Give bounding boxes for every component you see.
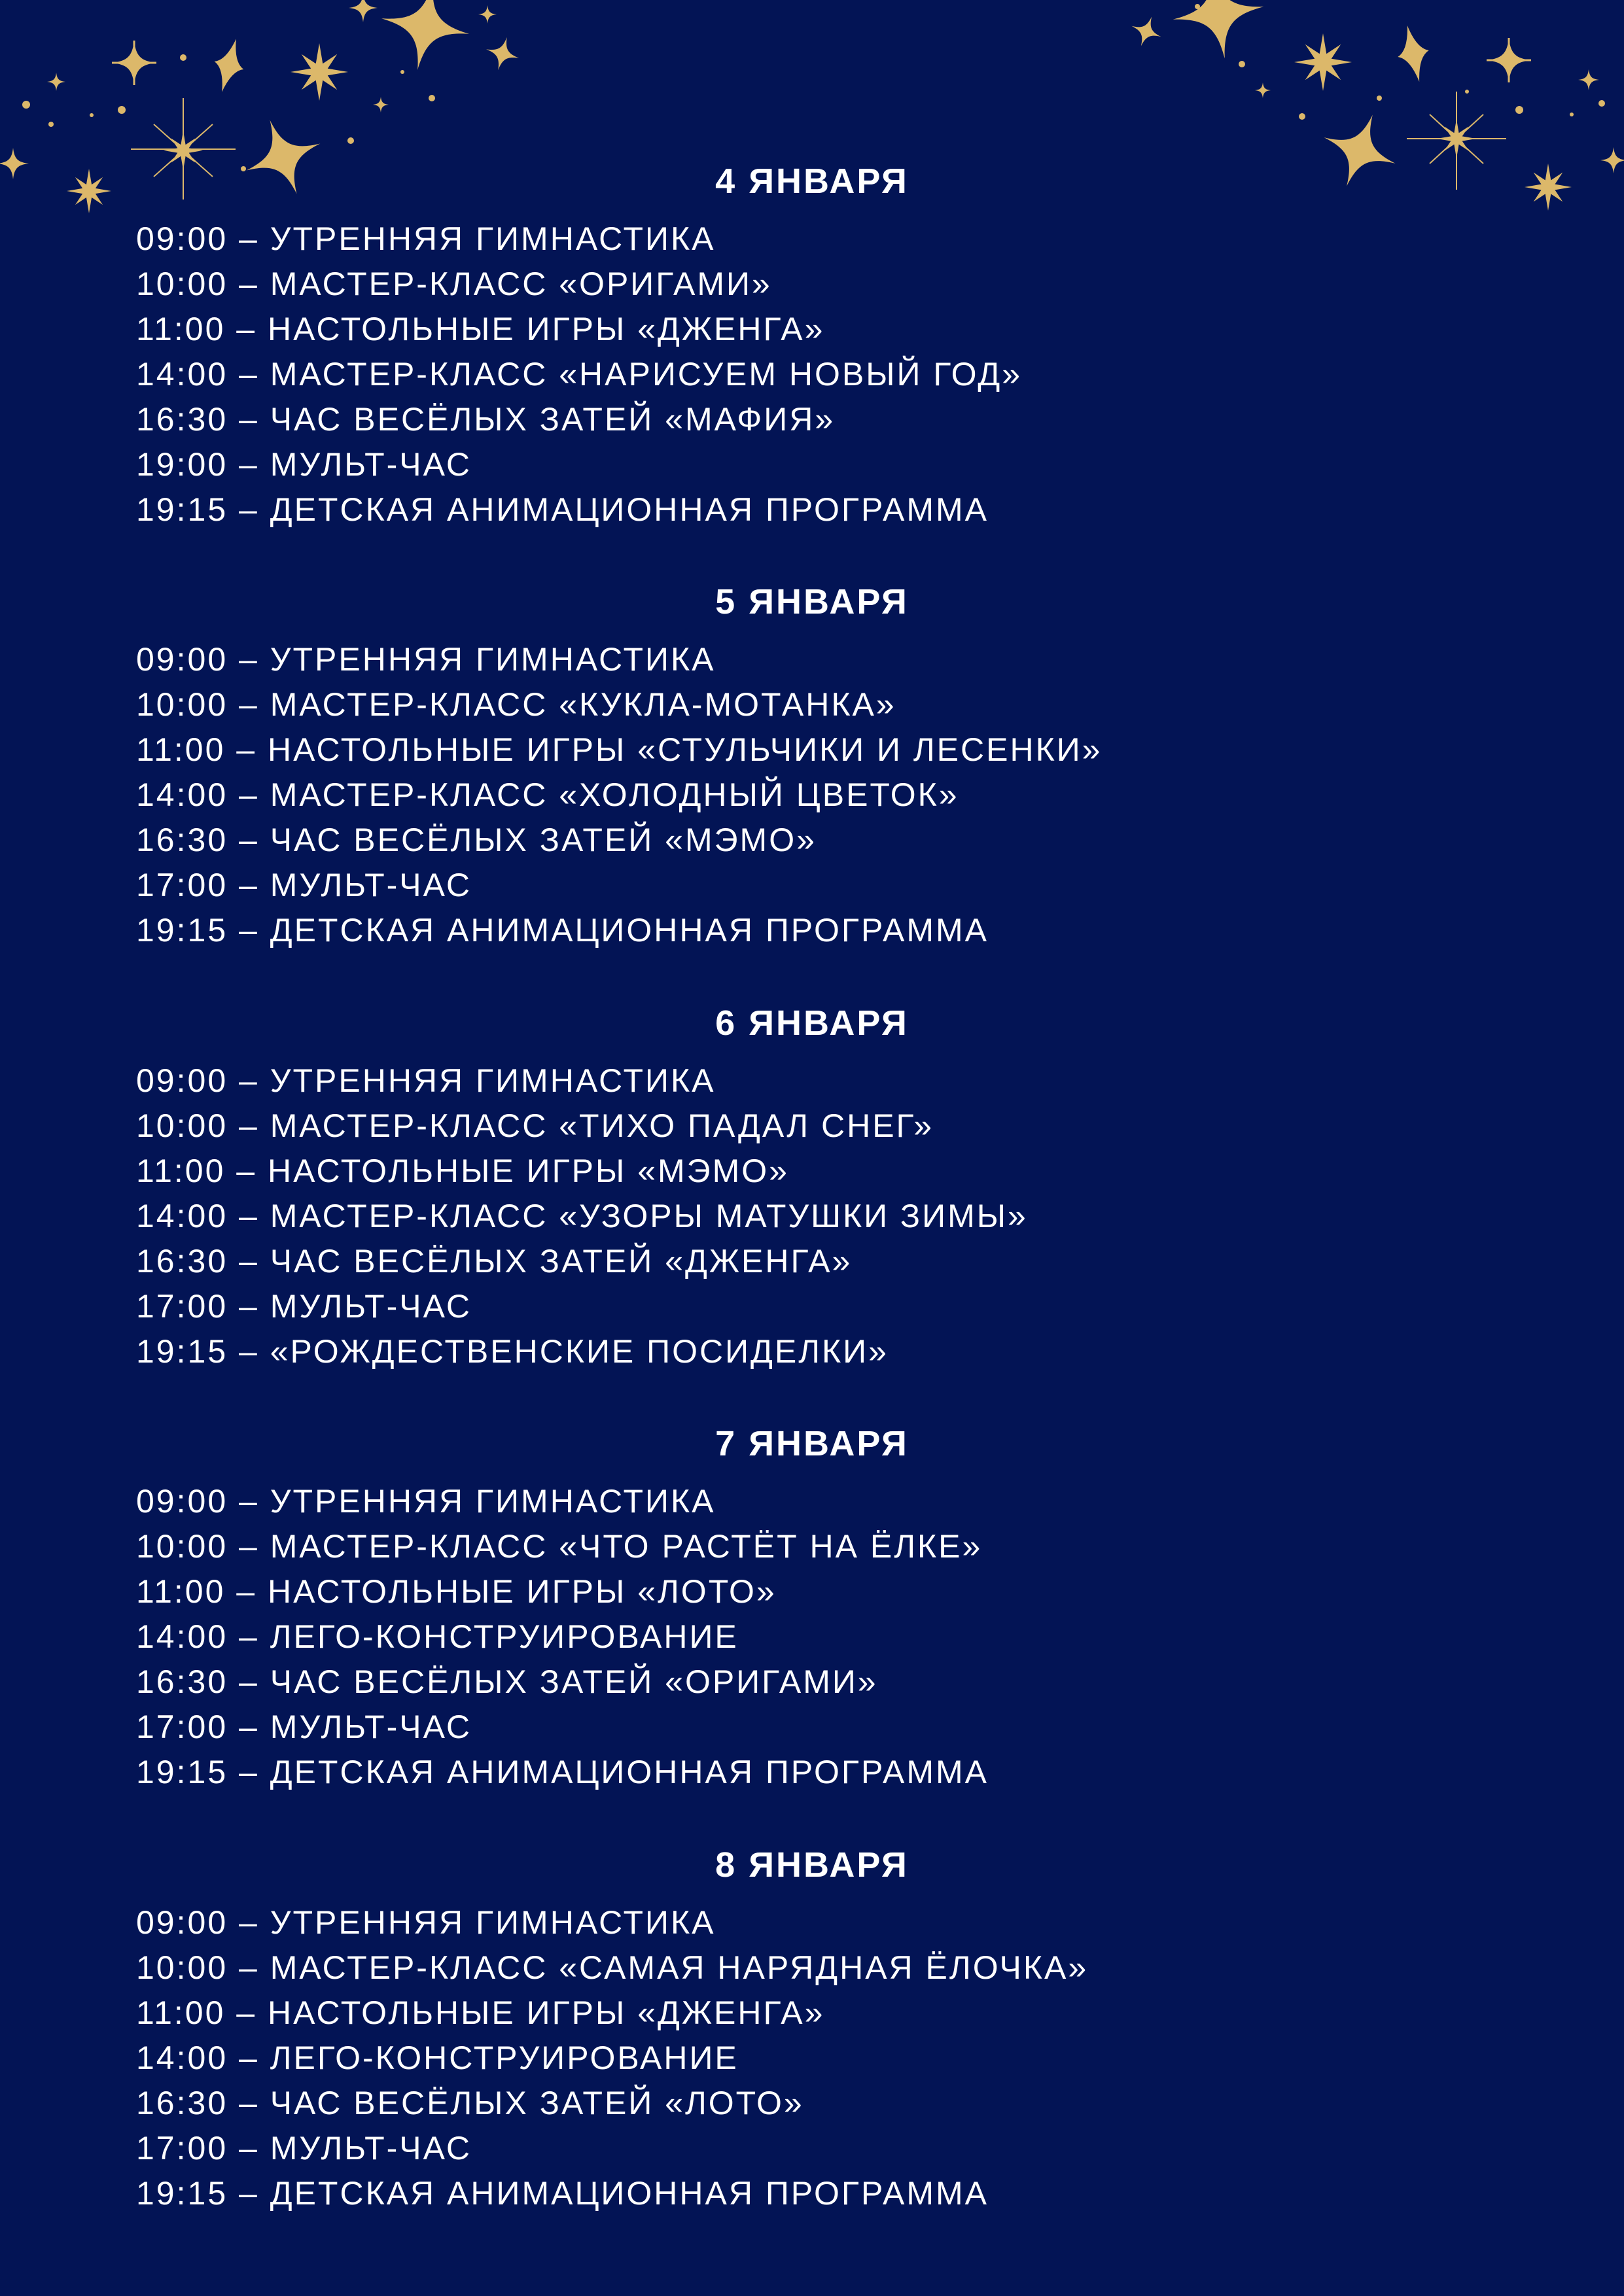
day-title: 7 ЯНВАРЯ [715, 1424, 909, 1463]
list-item: 10:00 – МАСТЕР-КЛАСС «ЧТО РАСТЁТ НА ЁЛКЕ» [136, 1528, 983, 1565]
list-item: 16:30 – ЧАС ВЕСЁЛЫХ ЗАТЕЙ «ЛОТО» [136, 2085, 804, 2121]
day-title: 6 ЯНВАРЯ [715, 1003, 909, 1043]
list-item: 19:15 – «РОЖДЕСТВЕНСКИЕ ПОСИДЕЛКИ» [136, 1333, 889, 1370]
list-item: 19:15 – ДЕТСКАЯ АНИМАЦИОННАЯ ПРОГРАММА [136, 2175, 989, 2212]
list-item: 17:00 – МУЛЬТ-ЧАС [136, 2130, 472, 2166]
list-item: 10:00 – МАСТЕР-КЛАСС «ОРИГАМИ» [136, 266, 772, 302]
list-item: 11:00 – НАСТОЛЬНЫЕ ИГРЫ «ДЖЕНГА» [136, 1994, 825, 2031]
list-item: 14:00 – МАСТЕР-КЛАСС «НАРИСУЕМ НОВЫЙ ГОД» [136, 356, 1023, 392]
list-item: 16:30 – ЧАС ВЕСЁЛЫХ ЗАТЕЙ «ОРИГАМИ» [136, 1663, 878, 1700]
day-title: 8 ЯНВАРЯ [715, 1845, 909, 1885]
list-item: 19:15 – ДЕТСКАЯ АНИМАЦИОННАЯ ПРОГРАММА [136, 491, 989, 528]
list-item: 14:00 – ЛЕГО-КОНСТРУИРОВАНИЕ [136, 2040, 739, 2076]
event-list [136, 1900, 1088, 2216]
event-list [136, 1058, 1028, 1374]
list-item: 16:30 – ЧАС ВЕСЁЛЫХ ЗАТЕЙ «МЭМО» [136, 822, 817, 858]
list-item: 16:30 – ЧАС ВЕСЁЛЫХ ЗАТЕЙ «ДЖЕНГА» [136, 1243, 853, 1279]
day-title: 4 ЯНВАРЯ [715, 162, 909, 201]
event-list [136, 637, 1102, 953]
list-item: 09:00 – УТРЕННЯЯ ГИМНАСТИКА [136, 1904, 716, 1941]
list-item: 11:00 – НАСТОЛЬНЫЕ ИГРЫ «ДЖЕНГА» [136, 311, 825, 347]
list-item: 17:00 – МУЛЬТ-ЧАС [136, 1709, 472, 1745]
list-item: 19:15 – ДЕТСКАЯ АНИМАЦИОННАЯ ПРОГРАММА [136, 912, 989, 948]
list-item: 19:00 – МУЛЬТ-ЧАС [136, 446, 472, 483]
list-item: 10:00 – МАСТЕР-КЛАСС «САМАЯ НАРЯДНАЯ ЁЛОЧКА» [136, 1949, 1089, 1986]
list-item: 14:00 – МАСТЕР-КЛАСС «ХОЛОДНЫЙ ЦВЕТОК» [136, 776, 959, 813]
list-item: 14:00 – ЛЕГО-КОНСТРУИРОВАНИЕ [136, 1618, 739, 1655]
list-item: 14:00 – МАСТЕР-КЛАСС «УЗОРЫ МАТУШКИ ЗИМЫ» [136, 1198, 1028, 1234]
list-item: 10:00 – МАСТЕР-КЛАСС «КУКЛА-МОТАНКА» [136, 686, 896, 723]
day-title: 5 ЯНВАРЯ [715, 582, 909, 621]
list-item: 09:00 – УТРЕННЯЯ ГИМНАСТИКА [136, 1483, 716, 1520]
list-item: 19:15 – ДЕТСКАЯ АНИМАЦИОННАЯ ПРОГРАММА [136, 1754, 989, 1790]
event-list [136, 217, 1022, 532]
list-item: 17:00 – МУЛЬТ-ЧАС [136, 1288, 472, 1325]
list-item: 09:00 – УТРЕННЯЯ ГИМНАСТИКА [136, 641, 716, 678]
list-item: 17:00 – МУЛЬТ-ЧАС [136, 867, 472, 903]
event-list [136, 1479, 989, 1795]
list-item: 10:00 – МАСТЕР-КЛАСС «ТИХО ПАДАЛ СНЕГ» [136, 1107, 934, 1144]
list-item: 16:30 – ЧАС ВЕСЁЛЫХ ЗАТЕЙ «МАФИЯ» [136, 401, 836, 438]
list-item: 11:00 – НАСТОЛЬНЫЕ ИГРЫ «ЛОТО» [136, 1573, 777, 1610]
list-item: 11:00 – НАСТОЛЬНЫЕ ИГРЫ «МЭМО» [136, 1153, 789, 1189]
list-item: 09:00 – УТРЕННЯЯ ГИМНАСТИКА [136, 220, 716, 257]
list-item: 09:00 – УТРЕННЯЯ ГИМНАСТИКА [136, 1062, 716, 1099]
list-item: 11:00 – НАСТОЛЬНЫЕ ИГРЫ «СТУЛЬЧИКИ И ЛЕСЕНКИ» [136, 731, 1103, 768]
